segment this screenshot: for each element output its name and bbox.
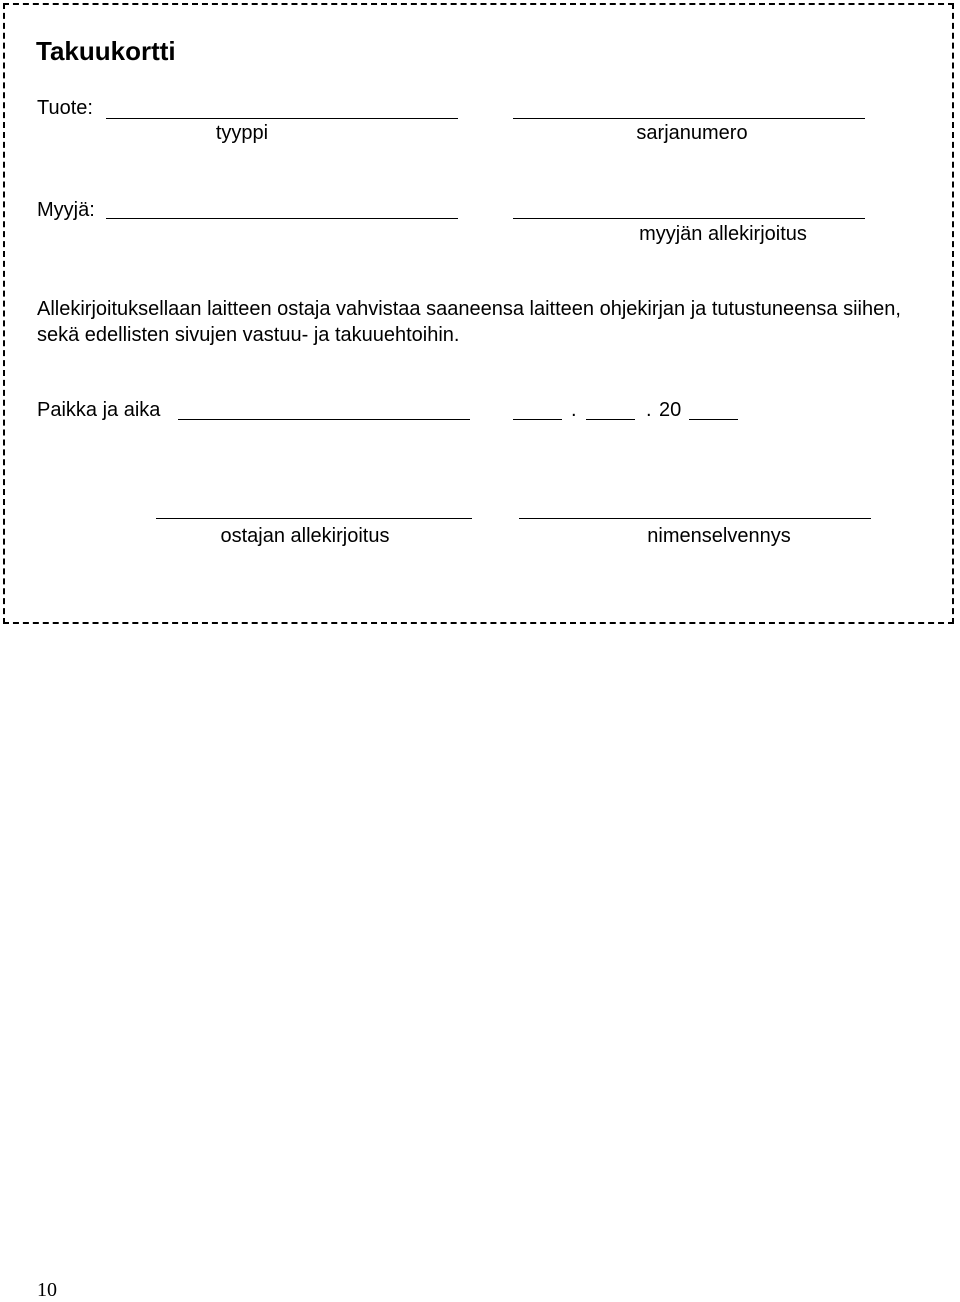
card-title: Takuukortti: [36, 36, 176, 66]
date-year-field[interactable]: [689, 419, 738, 420]
place-date-label: Paikka ja aika: [37, 399, 161, 421]
year-prefix: 20: [659, 399, 682, 421]
confirmation-text: Allekirjoituksellaan laitteen ostaja vahvistaa saaneensa laitteen ohjekirjan ja tutustuneensa siihen, sekä edellisten sivujen vastuu- ja takuuehtoihin.: [37, 298, 901, 346]
date-month-field[interactable]: [586, 419, 635, 420]
date-separator-2: .: [646, 399, 652, 421]
buyer-signature-caption: ostajan allekirjoitus: [220, 525, 390, 547]
seller-label: Myyjä:: [37, 199, 95, 221]
date-separator-1: .: [571, 399, 577, 421]
product-serial-field[interactable]: [513, 118, 865, 119]
product-label: Tuote:: [37, 97, 93, 119]
name-clarification-field[interactable]: [519, 518, 871, 519]
product-type-field[interactable]: [106, 118, 458, 119]
type-caption: tyyppi: [215, 122, 269, 144]
serial-caption: sarjanumero: [636, 122, 748, 144]
page-number: 10: [37, 1279, 57, 1301]
seller-signature-field[interactable]: [513, 218, 865, 219]
seller-field[interactable]: [106, 218, 458, 219]
date-day-field[interactable]: [513, 419, 562, 420]
seller-signature-caption: myyjän allekirjoitus: [639, 223, 807, 245]
name-clarification-caption: nimenselvennys: [647, 525, 791, 547]
place-date-field[interactable]: [178, 419, 470, 420]
buyer-signature-field[interactable]: [156, 518, 472, 519]
